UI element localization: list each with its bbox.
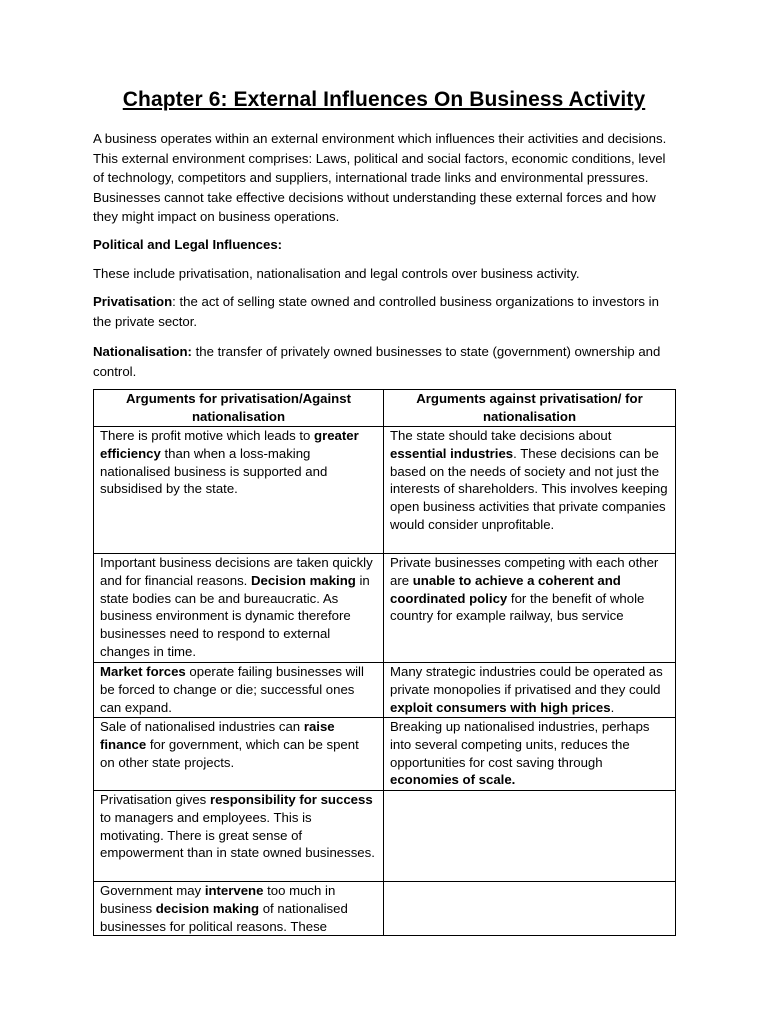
table-cell-for <box>94 791 384 882</box>
text-run: . <box>610 699 615 715</box>
bold-text-run: unable to achieve a coherent and coordinated policy <box>390 572 621 606</box>
text-run: for the benefit of whole country for example railway, bus service <box>390 590 645 624</box>
text-run: for government, which can be spent on other state projects. <box>100 736 359 770</box>
privatisation-term: Privatisation <box>93 294 173 309</box>
table-row <box>94 663 676 718</box>
text-run: Important business decisions are taken quickly and for financial reasons. <box>100 555 373 588</box>
bold-text-run: raise finance <box>100 719 335 752</box>
text-run: Many strategic industries could be operated as private monopolies if privatised and they could <box>390 664 663 697</box>
table-cell-against <box>384 427 676 554</box>
bold-text-run: exploit consumers with high prices <box>390 699 611 715</box>
bold-text-run: essential industries <box>390 445 514 461</box>
bold-text-run: intervene <box>204 883 264 898</box>
table-row <box>94 718 676 791</box>
arguments-table <box>93 389 676 936</box>
nationalisation-definition <box>93 342 679 381</box>
header-for-privatisation: Arguments for privatisation/Against nationalisation <box>94 390 384 427</box>
bold-text-run: Decision making <box>251 572 356 588</box>
text-run: operate failing businesses will be forced to change or die; successful ones can expand. <box>100 664 364 715</box>
nationalisation-term: Nationalisation: <box>93 344 192 359</box>
table-cell-for <box>94 663 384 718</box>
text-run: than when a loss-making nationalised business is supported and subsidised by the state. <box>100 445 328 497</box>
table-cell-against <box>384 663 676 718</box>
table-cell-for <box>94 427 384 554</box>
text-run: in state bodies can be and bureaucratic. As business environment is dynamic therefore businesses need to respond to external changes in time. <box>100 572 370 659</box>
bold-text-run: responsibility for success <box>209 792 373 807</box>
header-against-privatisation: Arguments against privatisation/ for nationalisation <box>384 390 676 427</box>
table-row <box>94 882 676 936</box>
bold-text-run: greater efficiency <box>100 428 359 461</box>
table-row <box>94 554 676 663</box>
text-run: . These decisions can be based on the needs of society and not just the interests of shareholders. This involves keeping open business activities that private companies would consider unprofitable. <box>390 445 668 532</box>
text-run: of nationalised businesses for political reasons. These <box>100 900 348 934</box>
text-run: Private businesses competing with each other are <box>390 555 659 588</box>
text-run: The state should take decisions about <box>390 428 612 443</box>
privatisation-text: : the act of selling state owned and controlled business organizations to investors in the private sector. <box>93 294 659 329</box>
text-run: to managers and employees. This is motivating. There is great sense of empowerment than in state owned businesses. <box>100 809 375 861</box>
nationalisation-text: the transfer of privately owned businesses to state (government) ownership and control. <box>93 344 661 379</box>
table-cell-against <box>384 791 676 882</box>
text-run: Government may <box>100 883 205 898</box>
table-cell-for <box>94 882 384 936</box>
text-run: Breaking up nationalised industries, perhaps into several competing units, reduces the opportunities for cost saving through <box>390 719 650 770</box>
table-cell-against <box>384 554 676 663</box>
table-cell-against <box>384 718 676 791</box>
table-row <box>94 791 676 882</box>
table-cell-for <box>94 554 384 663</box>
bold-text-run: economies of scale. <box>390 772 516 788</box>
table-row <box>94 427 676 554</box>
text-run: There is profit motive which leads to <box>100 428 315 443</box>
text-run: too much in business <box>100 883 336 916</box>
text-run: Sale of nationalised industries can <box>100 719 304 734</box>
bold-text-run: Market forces <box>100 664 186 679</box>
political-legal-heading-text: Political and Legal Influences: <box>93 237 283 252</box>
intro-paragraph: A business operates within an external environment which influences their activities and decisions. This external environment comprises: Laws, political and social factors, economic conditions, level of technology, competitors and suppliers, international trade links and environmental pressures. Businesses cannot take effective decisions without understanding these external forces and how they might impact on business operations. <box>93 131 667 224</box>
include-paragraph: These include privatisation, nationalisation and legal controls over business activity. <box>93 266 580 281</box>
bold-text-run: decision making <box>155 900 260 916</box>
table-cell-for <box>94 718 384 791</box>
text-run: Privatisation gives <box>100 792 210 807</box>
privatisation-definition <box>93 292 679 331</box>
page-title: Chapter 6: External Influences On Business Activity <box>122 88 646 111</box>
political-legal-heading <box>93 235 679 255</box>
table-cell-against <box>384 882 676 936</box>
table-header-row <box>94 390 676 427</box>
